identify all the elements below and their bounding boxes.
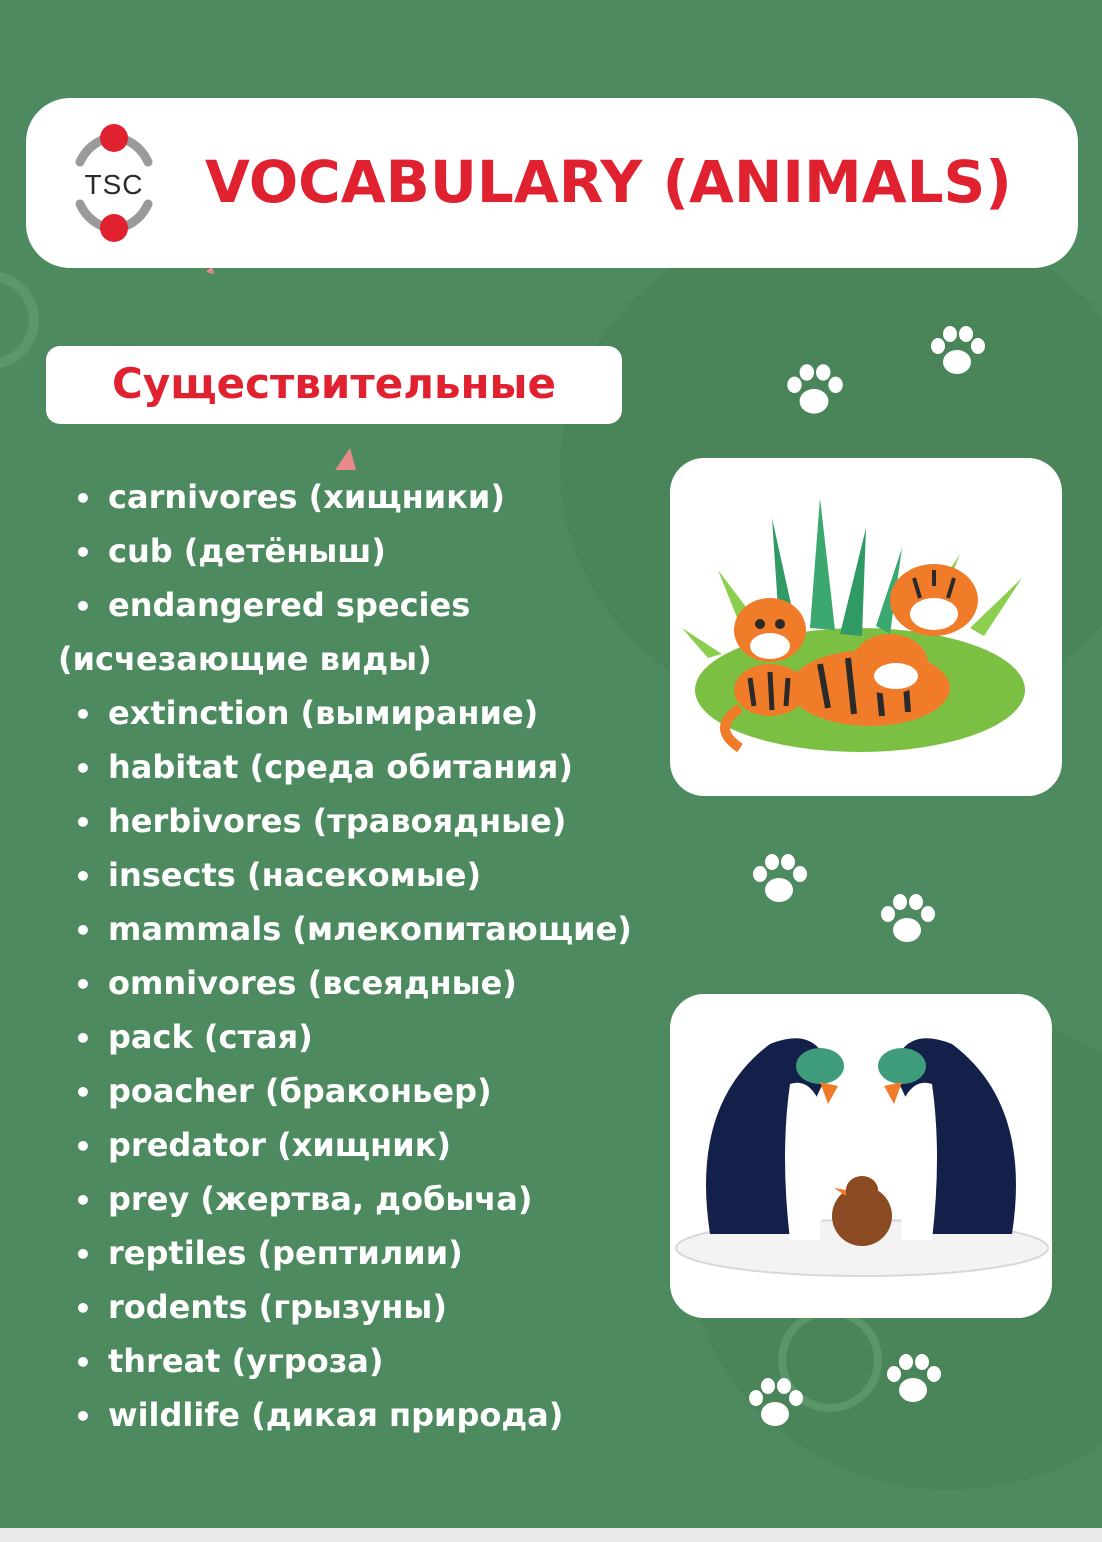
bullet-icon: • [74,698,92,731]
bullet-icon: • [74,1400,92,1433]
list-item-text: cub (детёныш) [108,532,386,570]
paw-print-icon [740,1370,810,1440]
bullet-icon: • [74,590,92,623]
list-item [58,1064,678,1118]
list-item [58,1226,678,1280]
penguins-illustration-card [670,994,1052,1318]
bullet-icon: • [74,1238,92,1271]
list-item-continuation [58,632,678,686]
section-title: Существительные [112,359,556,408]
list-item-text: wildlife (дикая природа) [108,1396,564,1434]
list-item [58,1388,678,1442]
bullet-icon: • [74,1130,92,1163]
list-item-text: habitat (среда обитания) [108,748,573,786]
list-item-text: extinction (вымирание) [108,694,539,732]
list-item [58,848,678,902]
penguins-illustration [670,994,1052,1318]
list-item-text: herbivores (травоядные) [108,802,567,840]
list-item-text: prey (жертва, добыча) [108,1180,533,1218]
list-item-text: threat (угроза) [108,1342,384,1380]
tigers-illustration-card [670,458,1062,796]
list-item [58,578,678,632]
paw-print-icon [872,886,942,956]
list-item [58,1118,678,1172]
list-item [58,1010,678,1064]
list-item-text: (исчезающие виды) [58,640,432,678]
paw-print-icon [878,1346,948,1416]
list-item-text: omnivores (всеядные) [108,964,517,1002]
list-item [58,1172,678,1226]
list-item-text: mammals (млекопитающие) [108,910,632,948]
list-item [58,902,678,956]
paw-print-icon [744,846,814,916]
bullet-icon: • [74,1346,92,1379]
list-item [58,686,678,740]
bullet-icon: • [74,860,92,893]
bullet-icon: • [74,968,92,1001]
bullet-icon: • [74,536,92,569]
bottom-strip [0,1528,1102,1542]
list-item-text: pack (стая) [108,1018,313,1056]
bullet-icon: • [74,914,92,947]
list-item-text: carnivores (хищники) [108,478,505,516]
list-item [58,794,678,848]
list-item [58,524,678,578]
list-item-text: predator (хищник) [108,1126,452,1164]
page-title: VOCABULARY (ANIMALS) [205,148,1012,216]
logo-text: TSC [84,169,144,200]
list-item [58,1280,678,1334]
list-item-text: insects (насекомые) [108,856,482,894]
list-item [58,740,678,794]
bullet-icon: • [74,1022,92,1055]
bullet-icon: • [74,1184,92,1217]
list-item [58,956,678,1010]
bullet-icon: • [74,1292,92,1325]
paw-print-icon [778,356,850,428]
bullet-icon: • [74,752,92,785]
tigers-illustration [670,458,1062,796]
list-item-text: endangered species [108,586,471,624]
list-item [58,1334,678,1388]
bullet-icon: • [74,806,92,839]
list-item-text: rodents (грызуны) [108,1288,447,1326]
bullet-icon: • [74,482,92,515]
list-item [58,470,678,524]
list-item-text: reptiles (рептилии) [108,1234,463,1272]
bullet-icon: • [74,1076,92,1109]
list-item-text: poacher (браконьер) [108,1072,492,1110]
vocabulary-list [58,470,678,1442]
paw-print-icon [922,318,992,388]
